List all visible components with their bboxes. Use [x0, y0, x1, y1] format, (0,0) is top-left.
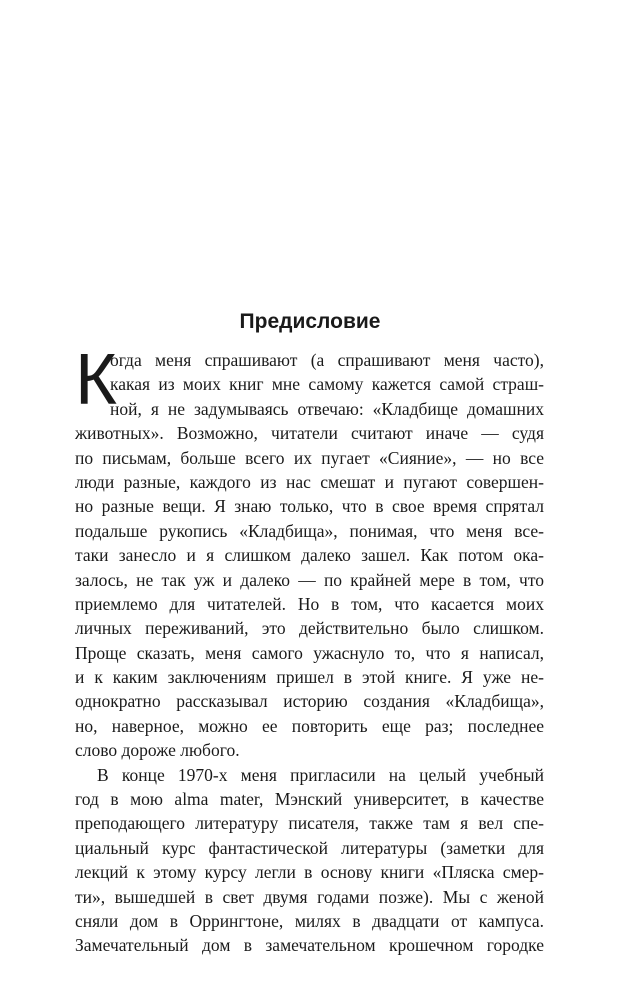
text-line: ти», вышедшей в свет двумя годами позже). Мы с женой — [75, 886, 544, 907]
text-line: год в мою alma mater, Мэнский университет, в качестве — [75, 789, 544, 810]
text-line: животных». Возможно, читатели считают иначе — судя — [75, 423, 544, 444]
text-line: слово дороже любого. — [75, 740, 240, 761]
text-line: по письмам, больше всего их пугает «Сияние», — но все — [75, 447, 544, 468]
text-line: залось, не так уж и далеко — по крайней мере в том, что — [75, 569, 544, 590]
text-line: личных переживаний, это действительно было слишком. — [75, 618, 544, 639]
text-line: ной, я не задумываясь отвечаю: «Кладбище домашних — [110, 398, 544, 419]
text-line: но разные вещи. Я знаю только, что в свое время спрятал — [75, 496, 544, 517]
text-line: Проще сказать, меня самого ужаснуло то, что я написал, — [75, 642, 544, 663]
text-line: люди разные, каждого из нас смешат и пугают совершен- — [75, 471, 544, 492]
text-line: В конце 1970-х меня пригласили на целый учебный — [97, 764, 544, 785]
text-line: Замечательный дом в замечательном крошечном городке — [75, 935, 544, 956]
text-line: сняли дом в Оррингтоне, милях в двадцати от кампуса. — [75, 910, 544, 931]
chapter-heading: Предисловие — [239, 310, 381, 333]
text-line: какая из моих книг мне самому кажется самой страш- — [110, 374, 544, 395]
text-line: таки занесло и я слишком далеко зашел. Как потом ока- — [75, 545, 544, 566]
text-line: циальный курс фантастической литературы (заметки для — [75, 837, 544, 858]
body-text — [75, 348, 544, 958]
text-line: но, наверное, можно ее повторить еще раз; последнее — [75, 715, 544, 736]
text-line: преподающего литературу писателя, также там я вел спе- — [75, 813, 544, 834]
text-line: лекций к этому курсу легли в основу книги «Пляска смер- — [75, 862, 544, 883]
text-line: огда меня спрашивают (а спрашивают меня часто), — [110, 350, 544, 370]
text-line: однократно рассказывал историю создания «Кладбища», — [75, 691, 544, 712]
text-line: и к каким заключениям пришел в этой книге. Я уже не- — [75, 667, 544, 688]
text-line: подальше рукопись «Кладбища», понимая, что меня все- — [75, 520, 544, 541]
drop-cap-letter: К — [75, 340, 117, 420]
text-line: приемлемо для читателей. Но в том, что касается моих — [75, 593, 544, 614]
